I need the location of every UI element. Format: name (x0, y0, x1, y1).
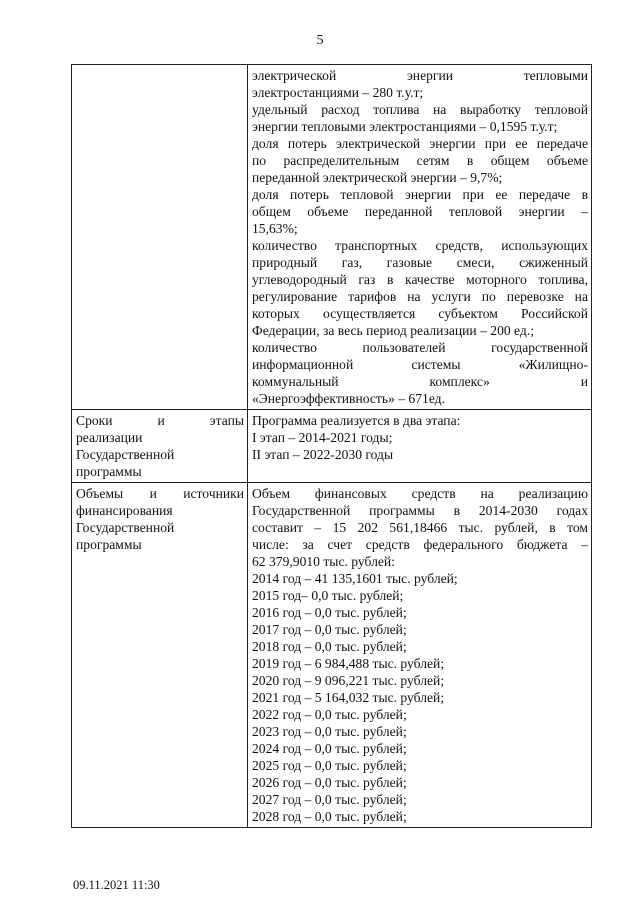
stages-label (76, 412, 244, 480)
funding-intro-line: составит – 15 202 561,18466 тыс. рублей, в том (252, 520, 588, 535)
funding-year-line: 2028 год – 0,0 тыс. рублей; (252, 809, 407, 824)
indicator-line: переданной электрической энергии – 9,7%; (252, 170, 503, 185)
indicator-line: общем объеме переданной тепловой энергии – (252, 204, 588, 219)
funding-value-cell (248, 483, 592, 828)
stages-label-line: Сроки и этапы (76, 413, 244, 428)
funding-years-list (252, 570, 588, 825)
stages-label-line: Государственной (76, 447, 175, 462)
table-row-stages (72, 410, 592, 483)
indicator-line: электростанциями – 280 т.у.т; (252, 85, 424, 100)
funding-intro-line: Государственной программы в 2014-2030 годах (252, 503, 588, 518)
indicator-line: регулирование тарифов на услуги по перевозке на (252, 289, 588, 304)
indicator-line: количество пользователей государственной (252, 340, 588, 355)
funding-label-line: финансирования (76, 503, 173, 518)
indicator-line: количество транспортных средств, использующих (252, 238, 588, 253)
indicator-line: информационной системы «Жилищно- (252, 357, 588, 372)
funding-year-line: 2020 год – 9 096,221 тыс. рублей; (252, 673, 445, 688)
funding-intro-line: Объем финансовых средств на реализацию (252, 486, 588, 501)
funding-year-line: 2016 год – 0,0 тыс. рублей; (252, 605, 407, 620)
stages-value-cell (248, 410, 592, 483)
funding-year-line: 2014 год – 41 135,1601 тыс. рублей; (252, 571, 458, 586)
funding-year-line: 2018 год – 0,0 тыс. рублей; (252, 639, 407, 654)
indicator-line: углеводородный газ в качестве моторного топлива, (252, 272, 588, 287)
stages-label-line: программы (76, 464, 142, 479)
footer-date: 09.11.2021 11:30 (73, 878, 160, 892)
indicator-line: по распределительным сетям в общем объеме (252, 153, 588, 168)
funding-intro-line: 62 379,9010 тыс. рублей: (252, 554, 395, 569)
funding-year-line: 2026 год – 0,0 тыс. рублей; (252, 775, 407, 790)
funding-label-line: Государственной (76, 520, 175, 535)
indicator-line: удельный расход топлива на выработку тепловой (252, 102, 588, 117)
funding-year-line: 2023 год – 0,0 тыс. рублей; (252, 724, 407, 739)
funding-label (76, 485, 244, 553)
indicator-line: «Энергоэффективность» – 671ед. (252, 391, 445, 406)
funding-year-line: 2025 год – 0,0 тыс. рублей; (252, 758, 407, 773)
indicator-line: которых осуществляется субъектом Российской (252, 306, 588, 321)
indicator-line: электрической энергии тепловыми (252, 68, 588, 83)
indicator-line: доля потерь тепловой энергии при ее передаче в (252, 187, 588, 202)
table-row-funding (72, 483, 592, 828)
indicators-text (252, 67, 588, 407)
indicator-line: энергии тепловыми электростанциями – 0,1595 т.у.т; (252, 119, 558, 134)
program-passport-table (71, 64, 592, 828)
stage-line: I этап – 2014-2021 годы; (252, 430, 393, 445)
indicator-line: доля потерь электрической энергии при ее передаче (252, 136, 588, 151)
funding-year-line: 2024 год – 0,0 тыс. рублей; (252, 741, 407, 756)
indicator-line: Федерации, за весь период реализации – 200 ед.; (252, 323, 535, 338)
funding-year-line: 2027 год – 0,0 тыс. рублей; (252, 792, 407, 807)
page-number: 5 (316, 33, 324, 48)
indicators-value-cell (248, 65, 592, 410)
funding-year-line: 2022 год – 0,0 тыс. рублей; (252, 707, 407, 722)
stages-label-cell (72, 410, 248, 483)
funding-intro (252, 485, 588, 570)
indicator-line: природный газ, газовые смеси, сжиженный (252, 255, 588, 270)
indicator-line: коммунальный комплекс» и (252, 374, 588, 389)
table-row-indicators (72, 65, 592, 410)
stages-list (252, 412, 588, 463)
funding-year-line: 2019 год – 6 984,488 тыс. рублей; (252, 656, 445, 671)
funding-year-line: 2021 год – 5 164,032 тыс. рублей; (252, 690, 445, 705)
funding-year-line: 2017 год – 0,0 тыс. рублей; (252, 622, 407, 637)
indicator-line: 15,63%; (252, 221, 298, 236)
funding-label-line: Объемы и источники (76, 486, 244, 501)
stage-line: Программа реализуется в два этапа: (252, 413, 461, 428)
funding-label-cell (72, 483, 248, 828)
funding-intro-line: числе: за счет средств федерального бюджета – (252, 537, 588, 552)
stage-line: II этап – 2022-2030 годы (252, 447, 394, 462)
indicators-label-cell (72, 65, 248, 410)
funding-year-line: 2015 год– 0,0 тыс. рублей; (252, 588, 404, 603)
stages-label-line: реализации (76, 430, 143, 445)
funding-label-line: программы (76, 537, 142, 552)
